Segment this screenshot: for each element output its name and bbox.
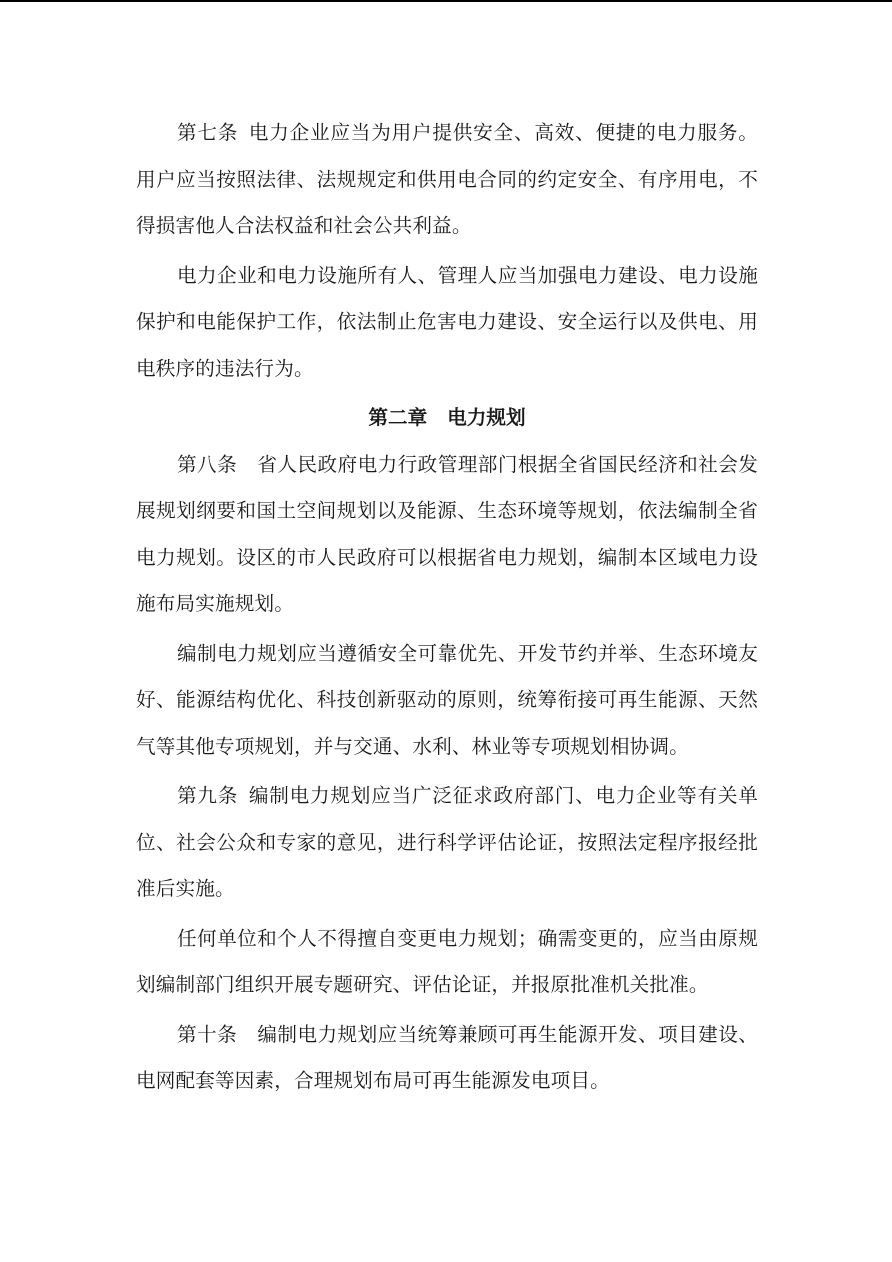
- article-8-paragraph-2: [136, 631, 758, 771]
- article-label: 第七条: [177, 121, 239, 144]
- top-border-line: [0, 0, 892, 2]
- article-text: 编制电力规划应当遵循安全可靠优先、开发节约并举、生态环境友好、能源结构优化、科技创新驱动的原则，统筹衔接可再生能源、天然气等其他专项规划，并与交通、水利、林业等专项规划相协调。: [136, 641, 758, 758]
- article-8-paragraph: [136, 442, 758, 628]
- article-label: 第八条: [177, 452, 238, 476]
- article-text: 电力企业应当为用户提供安全、高效、便捷的电力服务。用户应当按照法律、法规规定和供用电合同的约定安全、有序用电，不得损害他人合法权益和社会公共利益。: [136, 121, 759, 237]
- article-10-paragraph: [136, 1012, 758, 1105]
- article-7-paragraph: [136, 110, 758, 250]
- article-text: 任何单位和个人不得擅自变更电力规划；确需变更的，应当由原规划编制部门组织开展专题研究、评估论证，并报原批准机关批准。: [136, 926, 758, 996]
- article-text: 省人民政府电力行政管理部门根据全省国民经济和社会发展规划纲要和国土空间规划以及能源、生态环境等规划，依法编制全省电力规划。设区的市人民政府可以根据省电力规划，编制本区域电力设施布局实施规划。: [136, 452, 758, 615]
- chapter-title: 电力规划: [447, 406, 526, 429]
- article-text: 编制电力规划应当统筹兼顾可再生能源开发、项目建设、电网配套等因素，合理规划布局可再生能源发电项目。: [136, 1022, 758, 1092]
- document-page: [136, 110, 758, 1105]
- chapter-number: 第二章: [368, 406, 428, 429]
- chapter-heading: [136, 395, 758, 442]
- article-9-paragraph-2: [136, 916, 758, 1009]
- article-9-paragraph: [136, 773, 758, 913]
- article-text: 编制电力规划应当广泛征求政府部门、电力企业等有关单位、社会公众和专家的意见，进行科学评估论证，按照法定程序报经批准后实施。: [136, 784, 759, 900]
- article-7-paragraph-2: [136, 253, 758, 393]
- article-label: 第九条: [177, 784, 239, 807]
- article-text: 电力企业和电力设施所有人、管理人应当加强电力建设、电力设施保护和电能保护工作，依法制止危害电力建设、安全运行以及供电、用电秩序的违法行为。: [136, 263, 758, 380]
- article-label: 第十条: [177, 1022, 238, 1046]
